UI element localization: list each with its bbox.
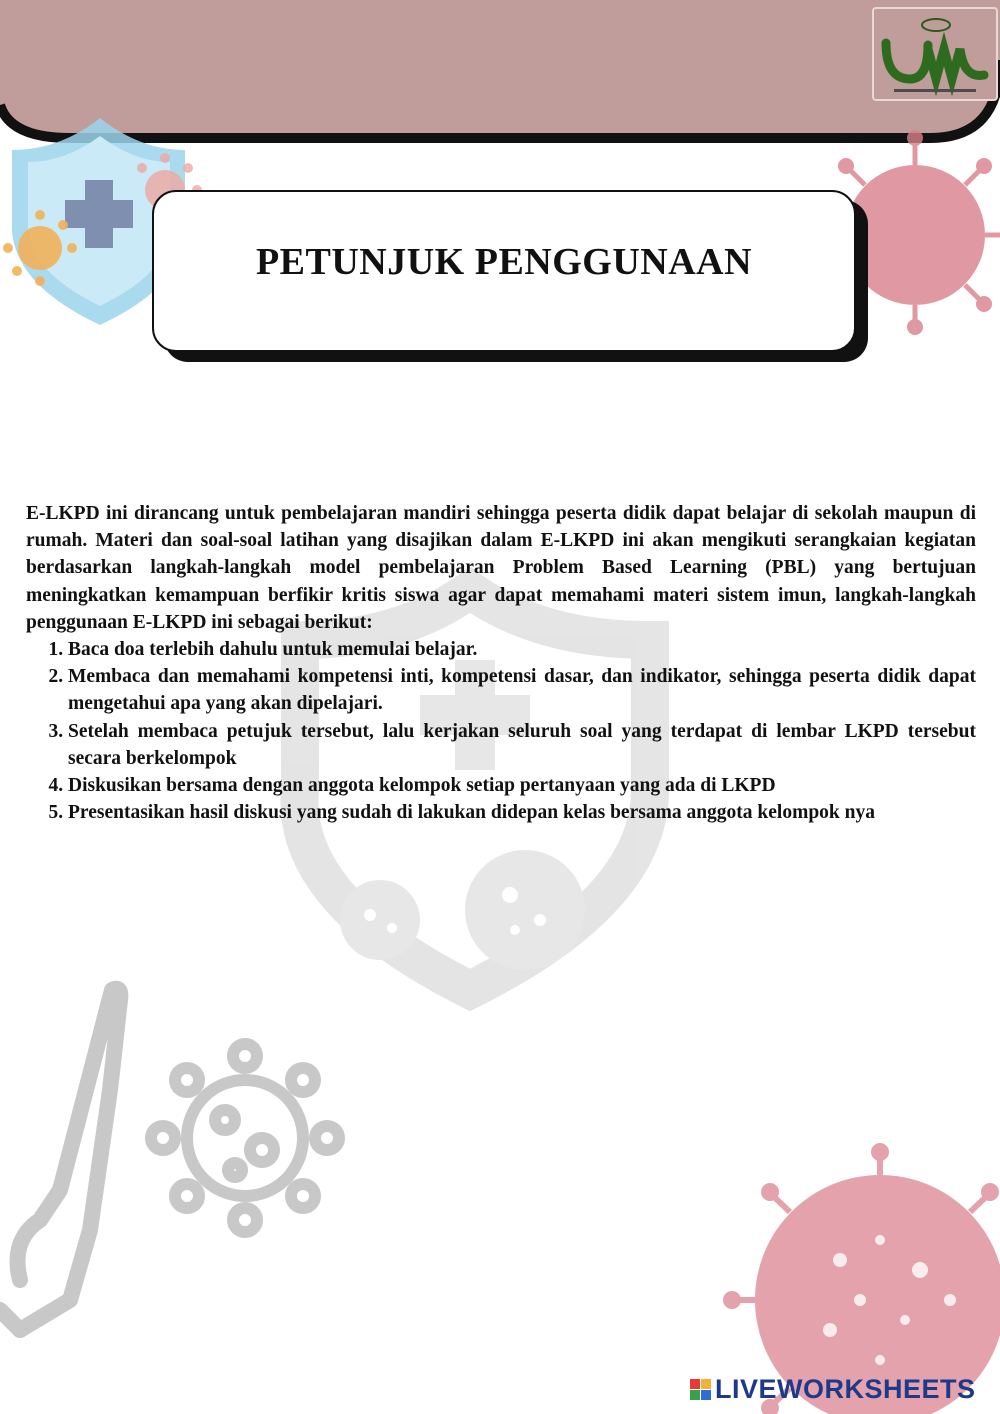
intro-paragraph: E-LKPD ini dirancang untuk pembelajaran mandiri sehingga peserta didik dapat belajar di sekolah maupun di rumah. Materi dan soal-soal latihan yang disajikan dalam E-LKPD ini akan mengikuti serangkaian kegiatan berdasarkan langkah-langkah model pembelajaran Problem Based Learning (PBL) yang bertujuan meningkatkan kemampuan berfikir kritis siswa agar dapat memahami materi sistem imun, langkah-langkah penggunaan E-LKPD ini sebagai berikut:	[26, 503, 976, 633]
liveworksheets-brand	[690, 1374, 976, 1404]
list-item: 3. Setelah membaca petujuk tersebut, lalu kerjakan seluruh soal yang terdapat di lembar LKPD tersebut secara berkelompok	[68, 718, 976, 772]
virus-icon	[838, 130, 1000, 335]
list-item: 1. Baca doa terlebih dahulu untuk memulai belajar.	[68, 636, 976, 663]
title-card	[152, 190, 856, 352]
list-item: 2. Membaca dan memahami kompetensi inti, kompetensi dasar, dan indikator, sehingga peserta didik dapat mengetahui apa yang akan dipelajari.	[68, 663, 976, 717]
list-item: 4. Diskusikan bersama dengan anggota kelompok setiap pertanyaan yang ada di LKPD	[68, 772, 976, 799]
liveworksheets-logo-icon	[690, 1379, 711, 1400]
header-band	[0, 0, 1000, 138]
virus-icon	[151, 1044, 339, 1232]
list-item: 5. Presentasikan hasil diskusi yang sudah di lakukan didepan kelas bersama anggota kelompok nya	[68, 799, 976, 826]
uin-logo	[872, 7, 998, 101]
uin-logo-icon	[874, 9, 996, 99]
brand-name: LIVEWORKSHEETS	[715, 1373, 976, 1404]
steps-list	[26, 636, 976, 826]
instructions-body	[26, 500, 976, 826]
page-title: PETUNJUK PENGGUNAAN	[255, 241, 753, 283]
hand-stop-icon	[0, 989, 120, 1330]
